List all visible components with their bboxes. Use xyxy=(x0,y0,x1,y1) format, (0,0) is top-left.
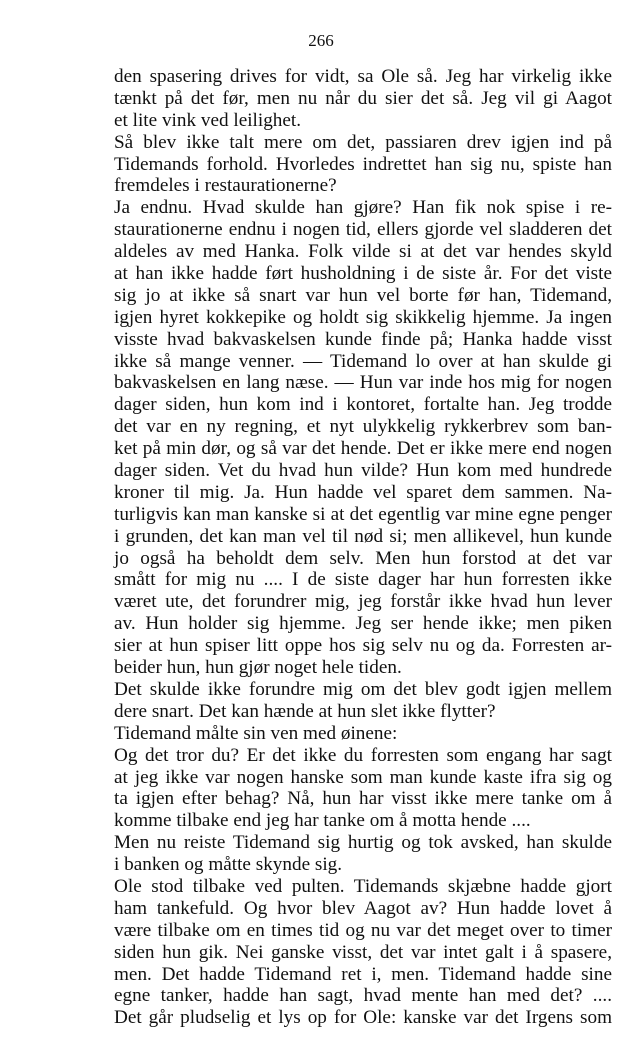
text-line: aldeles av med Hanka. Folk vilde si at det var hendes skyld xyxy=(114,241,612,263)
text-line: bakvaskelsen en lang næse. — Hun var inde hos mig for nogen xyxy=(114,372,612,394)
text-line: jo også ha beholdt dem selv. Men hun forstod at det var xyxy=(114,547,612,569)
text-line: ikke så mange venner. — Tidemand lo over at han skulde gi xyxy=(114,350,612,372)
text-line: sig jo at ikke så snart var hun vel borte før han, Tidemand, xyxy=(114,284,612,306)
text-line: ham tankefuld. Og hvor blev Aagot av? Hun hadde lovet å xyxy=(114,897,612,919)
text-line: Det går pludselig et lys op for Ole: kanske var det Irgens som xyxy=(114,1007,612,1029)
text-line: den spasering drives for vidt, sa Ole så. Jeg har virkelig ikke xyxy=(114,66,612,87)
text-line: at jeg ikke var nogen hanske som man kunde kaste ifra sig og xyxy=(114,766,612,788)
text-line: dere snart. Det kan hænde at hun slet ikke flytter? xyxy=(114,700,496,722)
text-line: Og det tror du? Er det ikke du forresten som engang har sagt xyxy=(114,744,612,766)
text-line: men. Det hadde Tidemand ret i, men. Tidemand hadde sine xyxy=(114,963,612,985)
text-line: smått for mig nu .... I de siste dager har hun forresten ikke xyxy=(114,569,612,591)
text-line: sier at hun spiser litt oppe hos sig selv nu og da. Forresten ar- xyxy=(114,635,612,657)
body-text xyxy=(114,66,612,1029)
text-line: Tidemands forhold. Hvorledes indrettet han sig nu, spiste han xyxy=(114,153,612,175)
text-line: Ja endnu. Hvad skulde han gjøre? Han fik nok spise i re- xyxy=(114,197,612,219)
text-line: igjen hyret kokkepike og holdt sig skikkelig hjemme. Ja ingen xyxy=(114,306,612,328)
text-line: dager siden. Vet du hvad hun vilde? Hun kom med hundrede xyxy=(114,460,612,482)
text-line: Så blev ikke talt mere om det, passiaren drev igjen ind på xyxy=(114,131,612,153)
text-line: dager siden, hun kom ind i kontoret, fortalte han. Jeg trodde xyxy=(114,394,612,416)
text-line: ket på min dør, og så var det hende. Det er ikke mere end nogen xyxy=(114,438,612,460)
text-line: kroner til mig. Ja. Hun hadde vel sparet dem sammen. Na- xyxy=(114,481,612,503)
text-line: beider hun, hun gjør noget hele tiden. xyxy=(114,657,402,679)
text-line: været ute, det forundrer mig, jeg forstår ikke hvad hun lever xyxy=(114,591,612,613)
text-line: være tilbake om en times tid og nu var det meget over to timer xyxy=(114,919,612,941)
text-line: visste hvad bakvaskelsen kunde finde på; Hanka hadde visst xyxy=(114,328,612,350)
text-line: turligvis kan man kanske si at det egentlig var mine egne penger xyxy=(114,503,612,525)
text-line: Men nu reiste Tidemand sig hurtig og tok avsked, han skulde xyxy=(114,832,612,854)
text-line: at han ikke hadde ført husholdning i de siste år. For det viste xyxy=(114,263,612,285)
text-line: ta igjen efter behag? Nå, hun har visst ikke mere tanke om å xyxy=(114,788,612,810)
text-line: Det skulde ikke forundre mig om det blev godt igjen mellem xyxy=(114,678,612,700)
text-line: av. Hun holder sig hjemme. Jeg ser hende ikke; men piken xyxy=(114,613,612,635)
text-line: fremdeles i restaurationerne? xyxy=(114,175,337,197)
text-line: i grunden, det kan man vel til nød si; men allikevel, hun kunde xyxy=(114,525,612,547)
text-line: et lite vink ved leilighet. xyxy=(114,109,302,131)
text-line: det var en ny regning, et nyt ulykkelig rykkerbrev som ban- xyxy=(114,416,612,438)
page-number: 266 xyxy=(308,31,334,50)
text-line: Ole stod tilbake ved pulten. Tidemands skjæbne hadde gjort xyxy=(114,875,612,897)
text-line: Tidemand målte sin ven med øinene: xyxy=(114,722,398,744)
text-line: siden hun gik. Nei ganske visst, det var intet galt i å spasere, xyxy=(114,941,612,963)
text-line: staurationerne endnu i nogen tid, ellers gjorde vel sladderen det xyxy=(114,219,612,241)
text-line: i banken og måtte skynde sig. xyxy=(114,854,343,876)
text-line: tænkt på det før, men nu når du sier det så. Jeg vil gi Aagot xyxy=(114,87,612,109)
text-line: egne tanker, hadde han sagt, hvad mente han med det? .... xyxy=(114,985,612,1007)
text-line: komme tilbake end jeg har tanke om å motta hende .... xyxy=(114,810,531,832)
